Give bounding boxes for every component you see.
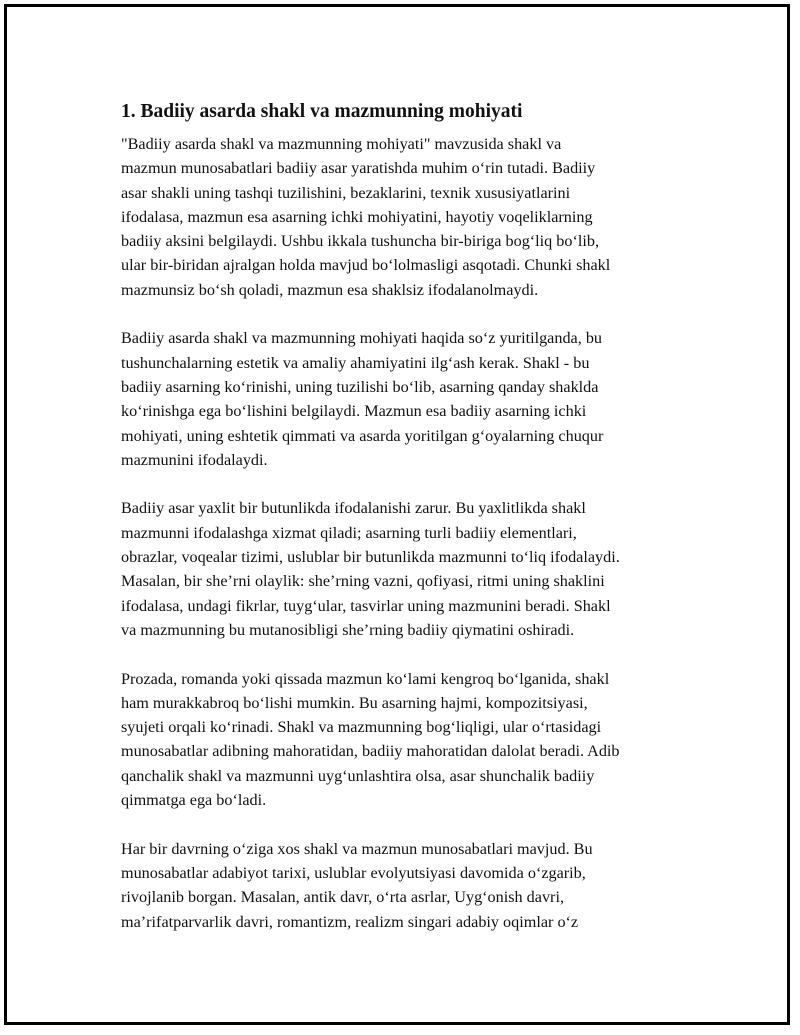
paragraph-line: va mazmunning bu mutanosibligi sheʼrning badiiy qiymatini oshiradi. — [121, 620, 575, 639]
paragraph-line: koʻrinishga ega boʻlishini belgilaydi. Mazmun esa badiiy asarning ichki — [121, 402, 587, 421]
paragraph-line: mazmun munosabatlari badiiy asar yaratishda muhim oʻrin tutadi. Badiiy — [121, 159, 596, 178]
paragraph-line: maʼrifatparvarlik davri, romantizm, realizm singari adabiy oqimlar oʻz — [121, 912, 579, 931]
paragraph-line: rivojlanib borgan. Masalan, antik davr, oʻrta asrlar, Uygʻonish davri, — [121, 888, 564, 907]
paragraph-line: mazmunini ifodalaydi. — [121, 450, 268, 469]
paragraph-line: tushunchalarning estetik va amaliy ahamiyatini ilgʻash kerak. Shakl - bu — [121, 353, 590, 372]
paragraph-line: ifodalasa, undagi fikrlar, tuygʻular, tasvirlar uning mazmunini beradi. Shakl — [121, 596, 611, 615]
paragraph — [121, 326, 681, 472]
document-body — [121, 98, 681, 958]
paragraph-line: mohiyati, uning eshtetik qimmati va asarda yoritilgan gʻoyalarning chuqur — [121, 426, 604, 445]
paragraph — [121, 496, 681, 642]
paragraph-line: munosabatlar adabiyot tarixi, uslublar evolyutsiyasi davomida oʻzgarib, — [121, 863, 586, 882]
paragraph-line: syujeti orqali koʻrinadi. Shakl va mazmunning bogʻliqligi, ular oʻrtasidagi — [121, 718, 602, 737]
paragraph-line: qimmatga ega boʻladi. — [121, 791, 267, 810]
paragraph-line: mazmunni ifodalashga xizmat qiladi; asarning turli badiiy elementlari, — [121, 523, 577, 542]
paragraph-line: Badiiy asar yaxlit bir butunlikda ifodalanishi zarur. Bu yaxlitlikda shakl — [121, 499, 586, 518]
paragraph-line: badiiy aksini belgilaydi. Ushbu ikkala tushuncha bir-biriga bogʻliq boʻlib, — [121, 232, 600, 251]
paragraph — [121, 667, 681, 813]
paragraph-line: ular bir-biridan ajralgan holda mavjud boʻlolmasligi asqotadi. Chunki shakl — [121, 256, 611, 275]
paragraph-line: Prozada, romanda yoki qissada mazmun koʻlami kengroq boʻlganida, shakl — [121, 669, 610, 688]
paragraph — [121, 837, 681, 934]
paragraph-list — [121, 132, 681, 934]
paragraph-line: ifodalasa, mazmun esa asarning ichki mohiyatini, hayotiy voqeliklarning — [121, 207, 593, 226]
paragraph-line: Badiiy asarda shakl va mazmunning mohiyati haqida soʻz yuritilganda, bu — [121, 329, 603, 348]
paragraph-line: ham murakkabroq boʻlishi mumkin. Bu asarning hajmi, kompozitsiyasi, — [121, 693, 588, 712]
paragraph-line: "Badiiy asarda shakl va mazmunning mohiyati" mavzusida shakl va — [121, 135, 562, 153]
paragraph-line: munosabatlar adibning mahoratidan, badiiy mahoratidan dalolat beradi. Adib — [121, 742, 620, 761]
paragraph-line: qanchalik shakl va mazmunni uygʻunlashtira olsa, asar shunchalik badiiy — [121, 766, 595, 785]
paragraph-line: badiiy asarning koʻrinishi, uning tuzilishi boʻlib, asarning qanday shaklda — [121, 377, 599, 396]
paragraph-line: Har bir davrning oʻziga xos shakl va mazmun munosabatlari mavjud. Bu — [121, 839, 593, 858]
section-heading: 1. Badiiy asarda shakl va mazmunning mohiyati — [121, 101, 523, 122]
paragraph-line: mazmunsiz boʻsh qoladi, mazmun esa shaklsiz ifodalanolmaydi. — [121, 280, 539, 299]
paragraph — [121, 132, 681, 302]
paragraph-line: asar shakli uning tashqi tuzilishini, bezaklarini, texnik xususiyatlarini — [121, 183, 571, 202]
paragraph-line: obrazlar, voqealar tizimi, uslublar bir butunlikda mazmunni toʻliq ifodalaydi. — [121, 548, 620, 567]
paragraph-line: Masalan, bir sheʼrni olaylik: sheʼrning vazni, qofiyasi, ritmi uning shaklini — [121, 572, 605, 591]
document-page — [4, 4, 790, 1025]
